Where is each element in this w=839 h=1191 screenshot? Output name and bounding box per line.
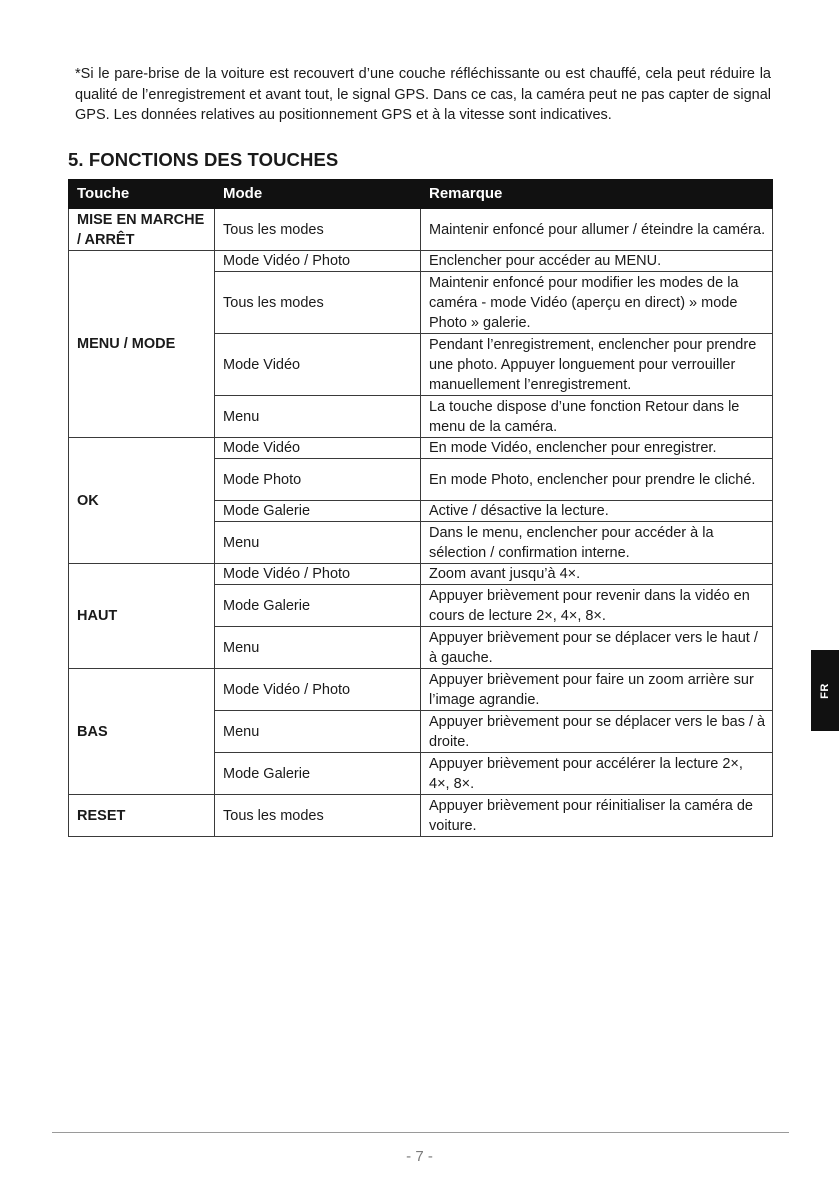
remark-cell: La touche dispose d’une fonction Retour dans le menu de la caméra. — [421, 396, 773, 438]
table-row — [69, 438, 773, 459]
key-name-cell: MENU / MODE — [69, 251, 215, 438]
key-name-cell: MISE EN MARCHE / ARRÊT — [69, 209, 215, 251]
remark-cell: Dans le menu, enclencher pour accéder à la sélection / confirmation interne. — [421, 522, 773, 564]
table-row — [69, 251, 773, 272]
gps-note-text: *Si le pare-brise de la voiture est recouvert d’une couche réfléchissante ou est chauffé, cela peut réduire la qualité de l’enregistrement et avant tout, le signal GPS. Dans ce cas, la caméra peut ne pas capter de signal GPS. Les données relatives au positionnement GPS et à la vitesse sont indicatives. — [75, 66, 771, 123]
remark-cell: Enclencher pour accéder au MENU. — [421, 251, 773, 272]
section-title: 5. FONCTIONS DES TOUCHES — [68, 149, 339, 170]
remark-cell: Appuyer brièvement pour revenir dans la vidéo en cours de lecture 2×, 4×, 8×. — [421, 585, 773, 627]
language-tab — [811, 650, 839, 731]
remark-cell: En mode Photo, enclencher pour prendre le cliché. — [421, 459, 773, 501]
mode-cell: Mode Vidéo / Photo — [215, 251, 421, 272]
table-row — [69, 795, 773, 837]
table-row — [69, 669, 773, 711]
mode-cell: Mode Vidéo / Photo — [215, 564, 421, 585]
remark-cell: Zoom avant jusqu’à 4×. — [421, 564, 773, 585]
mode-cell: Mode Vidéo — [215, 334, 421, 396]
mode-cell: Tous les modes — [215, 272, 421, 334]
gps-note — [68, 64, 771, 126]
remark-cell: Appuyer brièvement pour accélérer la lecture 2×, 4×, 8×. — [421, 753, 773, 795]
mode-cell: Tous les modes — [215, 795, 421, 837]
header-touche: Touche — [69, 180, 215, 209]
mode-cell: Menu — [215, 627, 421, 669]
key-name-cell: HAUT — [69, 564, 215, 669]
page-number: - 7 - — [406, 1148, 433, 1165]
key-functions-table — [68, 179, 773, 837]
table-body — [69, 209, 773, 837]
mode-cell: Mode Galerie — [215, 753, 421, 795]
header-remarque: Remarque — [421, 180, 773, 209]
remark-cell: Appuyer brièvement pour se déplacer vers le haut / à gauche. — [421, 627, 773, 669]
remark-cell: En mode Vidéo, enclencher pour enregistrer. — [421, 438, 773, 459]
mode-cell: Mode Galerie — [215, 585, 421, 627]
remark-cell: Appuyer brièvement pour réinitialiser la caméra de voiture. — [421, 795, 773, 837]
remark-cell: Appuyer brièvement pour se déplacer vers le bas / à droite. — [421, 711, 773, 753]
key-name-cell: BAS — [69, 669, 215, 795]
table-row — [69, 209, 773, 251]
remark-cell: Maintenir enfoncé pour allumer / éteindre la caméra. — [421, 209, 773, 251]
mode-cell: Menu — [215, 522, 421, 564]
mode-cell: Mode Galerie — [215, 501, 421, 522]
mode-cell: Mode Vidéo — [215, 438, 421, 459]
mode-cell: Menu — [215, 711, 421, 753]
remark-cell: Active / désactive la lecture. — [421, 501, 773, 522]
remark-cell: Pendant l’enregistrement, enclencher pour prendre une photo. Appuyer longuement pour verrouiller manuellement l’enregistrement. — [421, 334, 773, 396]
footer-divider — [52, 1132, 789, 1133]
language-tab-label: FR — [818, 682, 831, 699]
table-header-row — [69, 180, 773, 209]
remark-cell: Appuyer brièvement pour faire un zoom arrière sur l’image agrandie. — [421, 669, 773, 711]
table-row — [69, 564, 773, 585]
mode-cell: Tous les modes — [215, 209, 421, 251]
key-name-cell: RESET — [69, 795, 215, 837]
remark-cell: Maintenir enfoncé pour modifier les modes de la caméra - mode Vidéo (aperçu en direct) » mode Photo » galerie. — [421, 272, 773, 334]
mode-cell: Menu — [215, 396, 421, 438]
key-name-cell: OK — [69, 438, 215, 564]
mode-cell: Mode Photo — [215, 459, 421, 501]
header-mode: Mode — [215, 180, 421, 209]
mode-cell: Mode Vidéo / Photo — [215, 669, 421, 711]
